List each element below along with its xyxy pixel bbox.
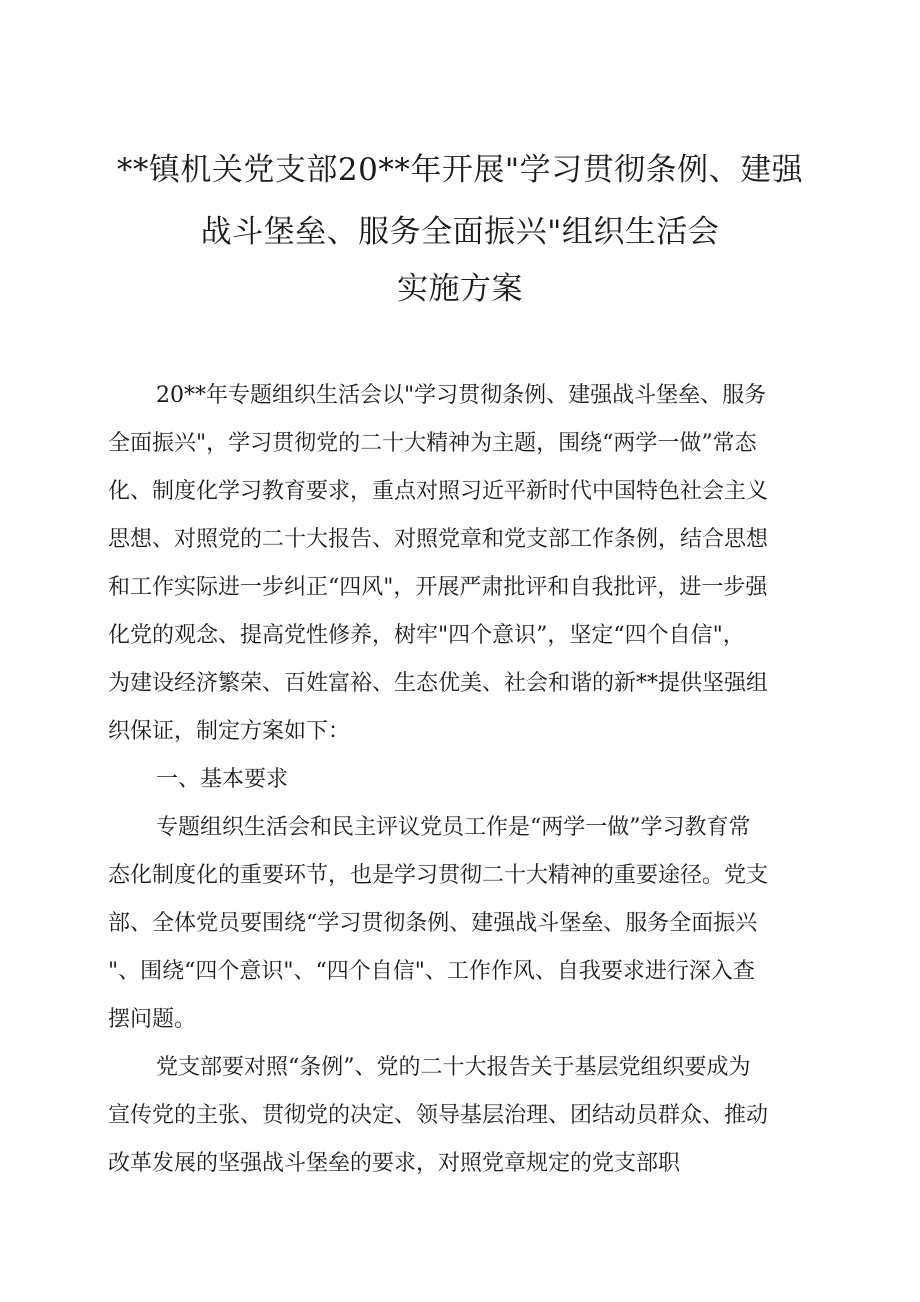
text-line: 20**年专题组织生活会以"学习贯彻条例、建强战斗堡垒、服务 xyxy=(156,383,767,408)
text-line: 改革发展的坚强战斗堡垒的要求，对照党章规定的党支部职 xyxy=(108,1151,681,1176)
text-line: 全面振兴"，学习贯彻党的二十大精神为主题，围绕“两学一做”常态 xyxy=(108,431,757,456)
document-title-line-1: **镇机关党支部20**年开展"学习贯彻条例、建强 xyxy=(116,152,804,188)
document-body xyxy=(108,372,820,1188)
text-line: 党支部要对照“条例”、党的二十大报告关于基层党组织要成为 xyxy=(156,1055,751,1080)
paragraph-2 xyxy=(108,804,820,1044)
text-line: 织保证，制定方案如下： xyxy=(108,719,351,744)
paragraph-3 xyxy=(108,1044,820,1188)
intro-paragraph xyxy=(108,372,820,756)
text-line: 态化制度化的重要环节，也是学习贯彻二十大精神的重要途径。党支 xyxy=(108,863,769,888)
text-line: 专题组织生活会和民主评议党员工作是“两学一做”学习教育常 xyxy=(156,815,751,840)
document-title-line-3: 实施方案 xyxy=(397,271,523,307)
text-line: 宣传党的主张、贯彻党的决定、领导基层治理、团结动员群众、推动 xyxy=(108,1103,769,1128)
section-heading-basic-requirements xyxy=(108,756,820,804)
document-title-line-2: 战斗堡垒、服务全面振兴"组织生活会 xyxy=(200,214,720,250)
text-line: "、围绕“四个意识"、“四个自信"、工作作风、自我要求进行深入查 xyxy=(108,959,755,984)
section-heading-text: 一、基本要求 xyxy=(156,767,289,792)
text-line: 摆问题。 xyxy=(108,1007,197,1032)
text-line: 和工作实际进一步纠正“四风"，开展严肃批评和自我批评，进一步强 xyxy=(108,575,768,600)
text-line: 思想、对照党的二十大报告、对照党章和党支部工作条例，结合思想 xyxy=(108,527,769,552)
text-line: 化、制度化学习教育要求，重点对照习近平新时代中国特色社会主义 xyxy=(108,479,769,504)
text-line: 为建设经济繁荣、百姓富裕、生态优美、社会和谐的新**提供坚强组 xyxy=(108,671,769,696)
text-line: 化党的观念、提高党性修养，树牢"四个意识”，坚定“四个自信"， xyxy=(108,623,745,648)
text-line: 部、全体党员要围绕“学习贯彻条例、建强战斗堡垒、服务全面振兴 xyxy=(108,911,758,936)
